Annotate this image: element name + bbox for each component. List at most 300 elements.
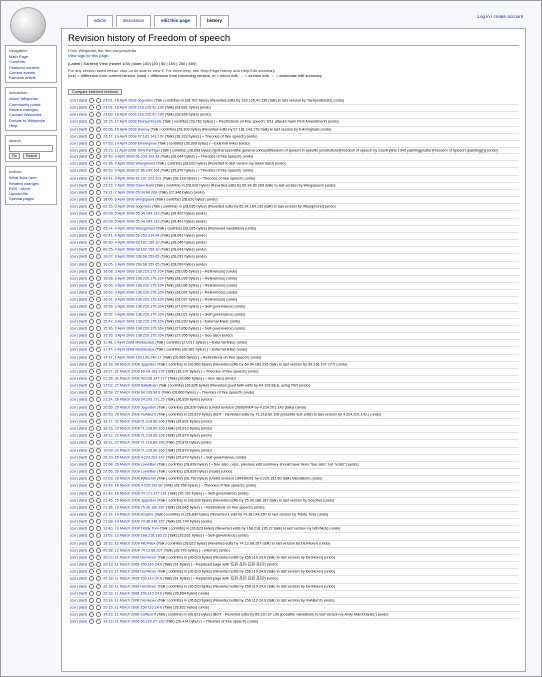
revision-user-link[interactable]: 67.85.239.164: [135, 168, 160, 173]
diff-links[interactable]: (cur) (last): [70, 576, 89, 581]
compare-radio[interactable]: [89, 233, 94, 238]
compare-radio[interactable]: [96, 555, 101, 560]
compare-radio[interactable]: [89, 134, 94, 139]
revision-date-link[interactable]: 23:21, 7 April 2008: [102, 190, 135, 195]
sidebar-item-special-pages[interactable]: Special pages: [9, 196, 35, 202]
diff-links[interactable]: (cur) (last): [70, 326, 89, 331]
diff-links[interactable]: (cur) (last): [70, 619, 89, 624]
compare-radio[interactable]: [89, 469, 94, 474]
revision-date-link[interactable]: 00:41, 9 April 2008: [102, 176, 135, 181]
revision-user-link[interactable]: DerHexer: [140, 598, 157, 603]
wikipedia-logo[interactable]: [10, 7, 46, 43]
diff-links[interactable]: (cur) (last): [70, 591, 89, 596]
compare-radio[interactable]: [96, 412, 101, 417]
compare-radio[interactable]: [96, 312, 101, 317]
compare-radio[interactable]: [96, 319, 101, 324]
revision-date-link[interactable]: 15:26, 3 April 2008: [102, 333, 135, 338]
history-paging[interactable]: (Latest | Earliest) View (newer 100) (older 100) (20 | 50 | 100 | 250 | 500): [68, 61, 197, 66]
revision-date-link[interactable]: 18:11, 22 March 2008: [102, 440, 140, 445]
compare-radio[interactable]: [89, 397, 94, 402]
compare-radio[interactable]: [96, 211, 101, 216]
compare-radio[interactable]: [96, 448, 101, 453]
revision-user-link[interactable]: Lowellian: [140, 462, 157, 467]
revision-user-link[interactable]: 4.224.201.142: [140, 455, 165, 460]
revision-date-link[interactable]: 14:23, 11 March 2008: [102, 619, 140, 624]
compare-radio[interactable]: [89, 412, 94, 417]
compare-radio[interactable]: [89, 127, 94, 132]
compare-radio[interactable]: [96, 397, 101, 402]
revision-user-link[interactable]: 156.110.24.6: [140, 591, 163, 596]
compare-radio[interactable]: [89, 326, 94, 331]
sidebar-item-current-events[interactable]: Current events: [9, 69, 36, 75]
revision-user-link[interactable]: 156.110.24.6: [140, 605, 163, 610]
revision-date-link[interactable]: 00:09, 5 April 2008: [102, 219, 135, 224]
diff-links[interactable]: (cur) (last): [70, 469, 89, 474]
diff-links[interactable]: (cur) (last): [70, 383, 89, 388]
revision-user-link[interactable]: Kjfletcher: [140, 476, 157, 481]
diff-links[interactable]: (cur) (last): [70, 283, 89, 288]
compare-radio[interactable]: [89, 319, 94, 324]
sidebar-item-community-portal[interactable]: Community portal: [9, 101, 41, 107]
diff-links[interactable]: (cur) (last): [70, 605, 89, 610]
sidebar-item-featured-content[interactable]: Featured content: [9, 64, 40, 70]
revision-user-link[interactable]: 24.193.171.25: [140, 397, 165, 402]
diff-links[interactable]: (cur) (last): [70, 355, 89, 360]
compare-radio[interactable]: [89, 612, 94, 617]
compare-radio[interactable]: [89, 498, 94, 503]
compare-radio[interactable]: [96, 390, 101, 395]
compare-radio[interactable]: [96, 112, 101, 117]
compare-radio[interactable]: [89, 455, 94, 460]
compare-radio[interactable]: [96, 161, 101, 166]
revision-user-link[interactable]: 67.181.143.178: [137, 134, 164, 139]
diff-links[interactable]: (cur) (last): [70, 190, 89, 195]
compare-radio[interactable]: [96, 455, 101, 460]
diff-links[interactable]: (cur) (last): [70, 247, 89, 252]
compare-radio[interactable]: [89, 541, 94, 546]
revision-date-link[interactable]: 21:36, 15 March 2008: [102, 505, 140, 510]
diff-links[interactable]: (cur) (last): [70, 319, 89, 324]
revision-user-link[interactable]: 68.192.159.10: [135, 247, 160, 252]
compare-radio[interactable]: [96, 548, 101, 553]
revision-date-link[interactable]: 20:50, 25 March 2008: [102, 412, 140, 417]
diff-links[interactable]: (cur) (last): [70, 440, 89, 445]
compare-radio[interactable]: [89, 197, 94, 202]
revision-user-link[interactable]: 216.125.42.135: [137, 105, 164, 110]
compare-radio[interactable]: [96, 469, 101, 474]
compare-radio[interactable]: [96, 519, 101, 524]
compare-radio[interactable]: [89, 426, 94, 431]
compare-radio[interactable]: [96, 347, 101, 352]
revision-user-link[interactable]: 65.34.164.133: [135, 211, 160, 216]
diff-links[interactable]: (cur) (last): [70, 176, 89, 181]
revision-date-link[interactable]: 15:23, 11 April 2008: [102, 148, 137, 153]
revision-date-link[interactable]: 23:01, 18 April 2008: [102, 98, 137, 103]
compare-radio[interactable]: [89, 340, 94, 345]
compare-radio[interactable]: [89, 247, 94, 252]
revision-date-link[interactable]: 23:22, 7 April 2008: [102, 183, 135, 188]
revision-date-link[interactable]: 15:43, 9 April 2008: [102, 154, 135, 159]
compare-radio[interactable]: [89, 240, 94, 245]
revision-user-link[interactable]: 64.193.88.8: [140, 390, 161, 395]
revision-date-link[interactable]: 18:17, 22 March 2008: [102, 419, 140, 424]
diff-links[interactable]: (cur) (last): [70, 476, 89, 481]
compare-radio[interactable]: [96, 226, 101, 231]
revision-date-link[interactable]: 20:49, 18 March 2008: [102, 483, 140, 488]
diff-links[interactable]: (cur) (last): [70, 211, 89, 216]
tab-discussion[interactable]: discussion: [116, 15, 151, 27]
search-input[interactable]: [9, 145, 53, 152]
compare-radio[interactable]: [89, 290, 94, 295]
tab-history[interactable]: history: [200, 15, 229, 27]
revision-user-link[interactable]: Jpgordon: [137, 98, 154, 103]
revision-date-link[interactable]: 15:42, 3 April 2008: [102, 319, 135, 324]
compare-radio[interactable]: [89, 526, 94, 531]
compare-radio[interactable]: [89, 476, 94, 481]
sidebar-item-related-changes[interactable]: Related changes: [9, 180, 40, 186]
revision-date-link[interactable]: 05:14, 4 April 2008: [102, 226, 135, 231]
revision-date-link[interactable]: 02:25, 5 April 2008: [102, 204, 135, 209]
revision-date-link[interactable]: 01:36, 31 March 2008: [102, 376, 140, 381]
revision-date-link[interactable]: 00:53, 9 April 2008: [102, 168, 135, 173]
compare-radio[interactable]: [89, 584, 94, 589]
compare-radio[interactable]: [96, 168, 101, 173]
compare-radio[interactable]: [96, 297, 101, 302]
compare-radio[interactable]: [96, 362, 101, 367]
compare-radio[interactable]: [89, 491, 94, 496]
sidebar-item-upload-file[interactable]: Upload file: [9, 191, 28, 197]
revision-user-link[interactable]: 68.253.214.94: [135, 233, 160, 238]
compare-radio[interactable]: [96, 134, 101, 139]
revision-date-link[interactable]: 17:02, 27 March 2008: [102, 383, 140, 388]
revision-date-link[interactable]: 00:41, 4 April 2008: [102, 233, 135, 238]
diff-links[interactable]: (cur) (last): [70, 148, 89, 153]
compare-radio[interactable]: [96, 98, 101, 103]
diff-links[interactable]: (cur) (last): [70, 290, 89, 295]
revision-date-link[interactable]: 20:18, 11 March 2008: [102, 591, 140, 596]
diff-links[interactable]: (cur) (last): [70, 269, 89, 274]
revision-user-link[interactable]: 4.225.152.60: [140, 483, 163, 488]
compare-radio[interactable]: [89, 362, 94, 367]
revision-user-link[interactable]: 81.107.222.201: [135, 176, 162, 181]
revision-user-link[interactable]: Wisegmund: [135, 161, 156, 166]
compare-radio[interactable]: [89, 141, 94, 146]
revision-date-link[interactable]: 13:40, 13 March 2008: [102, 526, 140, 531]
compare-radio[interactable]: [96, 369, 101, 374]
compare-radio[interactable]: [96, 127, 101, 132]
revision-user-link[interactable]: Erkningmar: [137, 141, 157, 146]
compare-radio[interactable]: [96, 619, 101, 624]
revision-user-link[interactable]: 68.192.159.10: [135, 240, 160, 245]
diff-links[interactable]: (cur) (last): [70, 297, 89, 302]
sidebar-item-help[interactable]: Help: [9, 122, 18, 128]
compare-radio[interactable]: [89, 576, 94, 581]
revision-user-link[interactable]: 138.220.175.164: [135, 283, 164, 288]
compare-radio[interactable]: [89, 119, 94, 124]
compare-radio[interactable]: [96, 355, 101, 360]
compare-radio[interactable]: [96, 283, 101, 288]
revision-user-link[interactable]: 138.220.175.164: [135, 304, 164, 309]
revision-date-link[interactable]: 00:09, 5 April 2008: [102, 211, 135, 216]
diff-links[interactable]: (cur) (last): [70, 141, 89, 146]
revision-user-link[interactable]: 74.38.248.157: [140, 519, 165, 524]
compare-radio[interactable]: [96, 433, 101, 438]
compare-radio[interactable]: [89, 555, 94, 560]
revision-user-link[interactable]: Jpgordon: [135, 204, 152, 209]
revision-user-link[interactable]: Mediaculpa: [135, 347, 155, 352]
diff-links[interactable]: (cur) (last): [70, 105, 89, 110]
revision-user-link[interactable]: 138.220.175.164: [135, 290, 164, 295]
compare-radio[interactable]: [89, 605, 94, 610]
compare-radio[interactable]: [96, 491, 101, 496]
diff-links[interactable]: (cur) (last): [70, 519, 89, 524]
revision-date-link[interactable]: 16:01, 3 April 2008: [102, 297, 135, 302]
revision-user-link[interactable]: 71.218.80.106: [140, 440, 165, 445]
compare-radio[interactable]: [96, 512, 101, 517]
compare-radio[interactable]: [89, 433, 94, 438]
revision-user-link[interactable]: SallyBoan: [140, 383, 158, 388]
diff-links[interactable]: (cur) (last): [70, 369, 89, 374]
revision-user-link[interactable]: 65.34.164.133: [135, 219, 160, 224]
compare-radio[interactable]: [96, 562, 101, 567]
compare-radio[interactable]: [89, 505, 94, 510]
compare-radio[interactable]: [89, 548, 94, 553]
revision-user-link[interactable]: DerHexer: [140, 584, 157, 589]
compare-radio[interactable]: [96, 105, 101, 110]
compare-radio[interactable]: [89, 390, 94, 395]
compare-radio[interactable]: [96, 405, 101, 410]
revision-date-link[interactable]: 20:23, 11 March 2008: [102, 555, 140, 560]
revision-date-link[interactable]: 16:08, 3 April 2008: [102, 276, 135, 281]
sidebar-item-main-page[interactable]: Main Page: [9, 54, 29, 59]
revision-date-link[interactable]: 20:14, 11 March 2008: [102, 598, 140, 603]
revision-user-link[interactable]: 216.125.42.135: [137, 112, 164, 117]
compare-radio[interactable]: [89, 112, 94, 117]
compare-radio[interactable]: [89, 369, 94, 374]
compare-radio[interactable]: [96, 247, 101, 252]
diff-links[interactable]: (cur) (last): [70, 419, 89, 424]
compare-radio[interactable]: [89, 283, 94, 288]
compare-radio[interactable]: [89, 333, 94, 338]
compare-radio[interactable]: [96, 290, 101, 295]
revision-user-link[interactable]: 74.12.68.207: [140, 548, 163, 553]
revision-user-link[interactable]: Tiddly Tom: [140, 526, 159, 531]
diff-links[interactable]: (cur) (last): [70, 240, 89, 245]
compare-radio[interactable]: [89, 190, 94, 195]
compare-radio[interactable]: [96, 240, 101, 245]
diff-links[interactable]: (cur) (last): [70, 455, 89, 460]
compare-radio[interactable]: [89, 619, 94, 624]
compare-radio[interactable]: [96, 190, 101, 195]
compare-radio[interactable]: [89, 154, 94, 159]
compare-radio[interactable]: [89, 347, 94, 352]
revision-date-link[interactable]: 22:03, 20 March 2008: [102, 476, 140, 481]
compare-radio[interactable]: [96, 598, 101, 603]
revision-date-link[interactable]: 16:08, 3 April 2008: [102, 269, 135, 274]
compare-radio[interactable]: [96, 219, 101, 224]
revision-date-link[interactable]: 01:36, 9 April 2008: [102, 161, 135, 166]
revision-user-link[interactable]: 71.218.80.106: [140, 419, 165, 424]
revision-date-link[interactable]: 23:00, 18 April 2008: [102, 112, 137, 117]
compare-radio[interactable]: [89, 355, 94, 360]
revision-user-link[interactable]: Mediaculpa: [135, 340, 155, 345]
revision-date-link[interactable]: 20:18, 11 March 2008: [102, 576, 140, 581]
compare-radio[interactable]: [96, 176, 101, 181]
revision-user-link[interactable]: Sunray: [137, 127, 150, 132]
revision-date-link[interactable]: 23:17, 14 April 2008: [102, 134, 137, 139]
revision-user-link[interactable]: 74.171.227.191: [140, 491, 167, 495]
revision-user-link[interactable]: TonyTheTiger: [137, 148, 161, 153]
go-button[interactable]: Go: [9, 153, 20, 159]
compare-radio[interactable]: [96, 584, 101, 589]
compare-radio[interactable]: [96, 569, 101, 574]
diff-links[interactable]: (cur) (last): [70, 134, 89, 139]
diff-links[interactable]: (cur) (last): [70, 426, 89, 431]
diff-links[interactable]: (cur) (last): [70, 405, 89, 410]
diff-links[interactable]: (cur) (last): [70, 412, 89, 417]
compare-radio[interactable]: [89, 254, 94, 259]
revision-user-link[interactable]: 65.34.80.208: [135, 190, 158, 195]
diff-links[interactable]: (cur) (last): [70, 512, 89, 517]
revision-user-link[interactable]: 138.220.175.164: [135, 319, 164, 324]
revision-date-link[interactable]: 19:07, 3 April 2008: [102, 254, 135, 259]
revision-date-link[interactable]: 20:13, 11 March 2008: [102, 605, 140, 610]
revision-user-link[interactable]: 71.218.80.106: [140, 433, 165, 438]
compare-radio[interactable]: [89, 219, 94, 224]
revision-date-link[interactable]: 19:07, 31 March 2008: [102, 369, 140, 374]
compare-radio[interactable]: [89, 276, 94, 281]
compare-radio[interactable]: [96, 183, 101, 188]
revision-date-link[interactable]: 21:14, 14 March 2008: [102, 512, 140, 517]
revision-user-link[interactable]: DerHexer: [140, 555, 157, 560]
compare-radio[interactable]: [89, 183, 94, 188]
diff-links[interactable]: (cur) (last): [70, 154, 89, 159]
compare-radio[interactable]: [96, 483, 101, 488]
compare-radio[interactable]: [96, 340, 101, 345]
diff-links[interactable]: (cur) (last): [70, 127, 89, 132]
compare-radio[interactable]: [89, 168, 94, 173]
compare-radio[interactable]: [96, 533, 101, 538]
revision-date-link[interactable]: 00:06, 15 April 2008: [102, 127, 137, 132]
diff-links[interactable]: (cur) (last): [70, 526, 89, 531]
diff-links[interactable]: (cur) (last): [70, 498, 89, 503]
diff-links[interactable]: (cur) (last): [70, 168, 89, 173]
revision-date-link[interactable]: 21:24, 26 March 2008: [102, 397, 140, 402]
diff-links[interactable]: (cur) (last): [70, 347, 89, 352]
diff-links[interactable]: (cur) (last): [70, 612, 89, 617]
compare-radio[interactable]: [96, 276, 101, 281]
revision-date-link[interactable]: 22:45, 15 March 2008: [102, 498, 140, 503]
diff-links[interactable]: (cur) (last): [70, 397, 89, 402]
compare-radio[interactable]: [89, 598, 94, 603]
compare-radio[interactable]: [96, 304, 101, 309]
compare-versions-button[interactable]: Compare selected versions: [68, 89, 122, 95]
compare-radio[interactable]: [96, 476, 101, 481]
compare-radio[interactable]: [89, 105, 94, 110]
compare-radio[interactable]: [96, 440, 101, 445]
revision-date-link[interactable]: 00:30, 4 April 2008: [102, 240, 135, 245]
compare-radio[interactable]: [96, 498, 101, 503]
revision-date-link[interactable]: 23:01, 18 April 2008: [102, 105, 137, 110]
tab-article[interactable]: article: [87, 15, 113, 27]
revision-user-link[interactable]: 71.218.80.106: [140, 448, 165, 453]
sidebar-item-about-wikipedia[interactable]: About Wikipedia: [9, 96, 38, 102]
revision-date-link[interactable]: 18:52, 12 March 2008: [102, 541, 140, 546]
compare-radio[interactable]: [96, 254, 101, 259]
compare-radio[interactable]: [89, 176, 94, 181]
revision-user-link[interactable]: 69.94.163.235: [140, 369, 165, 374]
revision-user-link[interactable]: Wisegmund: [135, 226, 156, 231]
revision-user-link[interactable]: 138.220.175.164: [135, 326, 164, 331]
compare-radio[interactable]: [89, 297, 94, 302]
revision-date-link[interactable]: 01:42, 16 March 2008: [102, 491, 140, 495]
compare-radio[interactable]: [89, 519, 94, 524]
compare-radio[interactable]: [89, 161, 94, 166]
revision-user-link[interactable]: 168.216.135.22: [140, 533, 167, 538]
diff-links[interactable]: (cur) (last): [70, 254, 89, 259]
sidebar-item-contents[interactable]: Contents: [9, 59, 26, 65]
revision-user-link[interactable]: 99.236.147.177: [140, 376, 167, 381]
diff-links[interactable]: (cur) (last): [70, 541, 89, 546]
compare-radio[interactable]: [89, 591, 94, 596]
compare-radio[interactable]: [96, 197, 101, 202]
diff-links[interactable]: (cur) (last): [70, 562, 89, 567]
tab-edit-this-page[interactable]: edit this page: [154, 15, 197, 27]
revision-user-link[interactable]: 208.68.153.65: [135, 254, 160, 259]
revision-user-link[interactable]: 153.156.240.17: [135, 355, 162, 360]
revision-user-link[interactable]: 66.234.193.48: [135, 154, 160, 159]
compare-radio[interactable]: [96, 526, 101, 531]
compare-radio[interactable]: [89, 226, 94, 231]
revision-date-link[interactable]: 19:05, 3 April 2008: [102, 262, 135, 266]
diff-links[interactable]: (cur) (last): [70, 98, 89, 103]
diff-links[interactable]: (cur) (last): [70, 505, 89, 510]
compare-radio[interactable]: [96, 462, 101, 467]
diff-links[interactable]: (cur) (last): [70, 584, 89, 589]
revision-user-link[interactable]: 65.220.97.130: [140, 619, 165, 624]
revision-date-link[interactable]: 15:15, 17 April 2008: [102, 119, 137, 124]
revision-date-link[interactable]: 11:48, 2 April 2008: [102, 340, 135, 345]
compare-radio[interactable]: [89, 211, 94, 216]
diff-links[interactable]: (cur) (last): [70, 483, 89, 488]
revision-date-link[interactable]: 07:53, 14 April 2008: [102, 141, 137, 146]
diff-links[interactable]: (cur) (last): [70, 555, 89, 560]
sidebar-item-donate-to-wikipedia[interactable]: Donate to Wikipedia: [9, 117, 45, 123]
revision-date-link[interactable]: 11:47, 2 April 2008: [102, 347, 135, 352]
compare-radio[interactable]: [89, 562, 94, 567]
revision-date-link[interactable]: 15:59, 3 April 2008: [102, 304, 135, 309]
sidebar-item-random-article[interactable]: Random article: [9, 75, 36, 81]
diff-links[interactable]: (cur) (last): [70, 204, 89, 209]
revision-date-link[interactable]: 13:02, 13 March 2008: [102, 533, 140, 538]
revision-date-link[interactable]: 00:25, 4 April 2008: [102, 247, 135, 252]
compare-radio[interactable]: [89, 204, 94, 209]
sidebar-item-rss-atom[interactable]: RSS · Atom: [9, 185, 30, 191]
revision-user-link[interactable]: DerHexer: [140, 569, 157, 574]
revision-user-link[interactable]: HiDrNick: [140, 541, 156, 546]
compare-radio[interactable]: [96, 541, 101, 546]
diff-links[interactable]: (cur) (last): [70, 262, 89, 266]
compare-radio[interactable]: [89, 262, 94, 267]
revision-user-link[interactable]: 156.110.24.6: [140, 562, 163, 567]
compare-radio[interactable]: [96, 204, 101, 209]
diff-links[interactable]: (cur) (last): [70, 390, 89, 395]
compare-radio[interactable]: [96, 119, 101, 124]
search-button[interactable]: Search: [23, 153, 40, 159]
revision-date-link[interactable]: 19:09, 22 March 2008: [102, 448, 140, 453]
diff-links[interactable]: (cur) (last): [70, 304, 89, 309]
compare-radio[interactable]: [89, 569, 94, 574]
